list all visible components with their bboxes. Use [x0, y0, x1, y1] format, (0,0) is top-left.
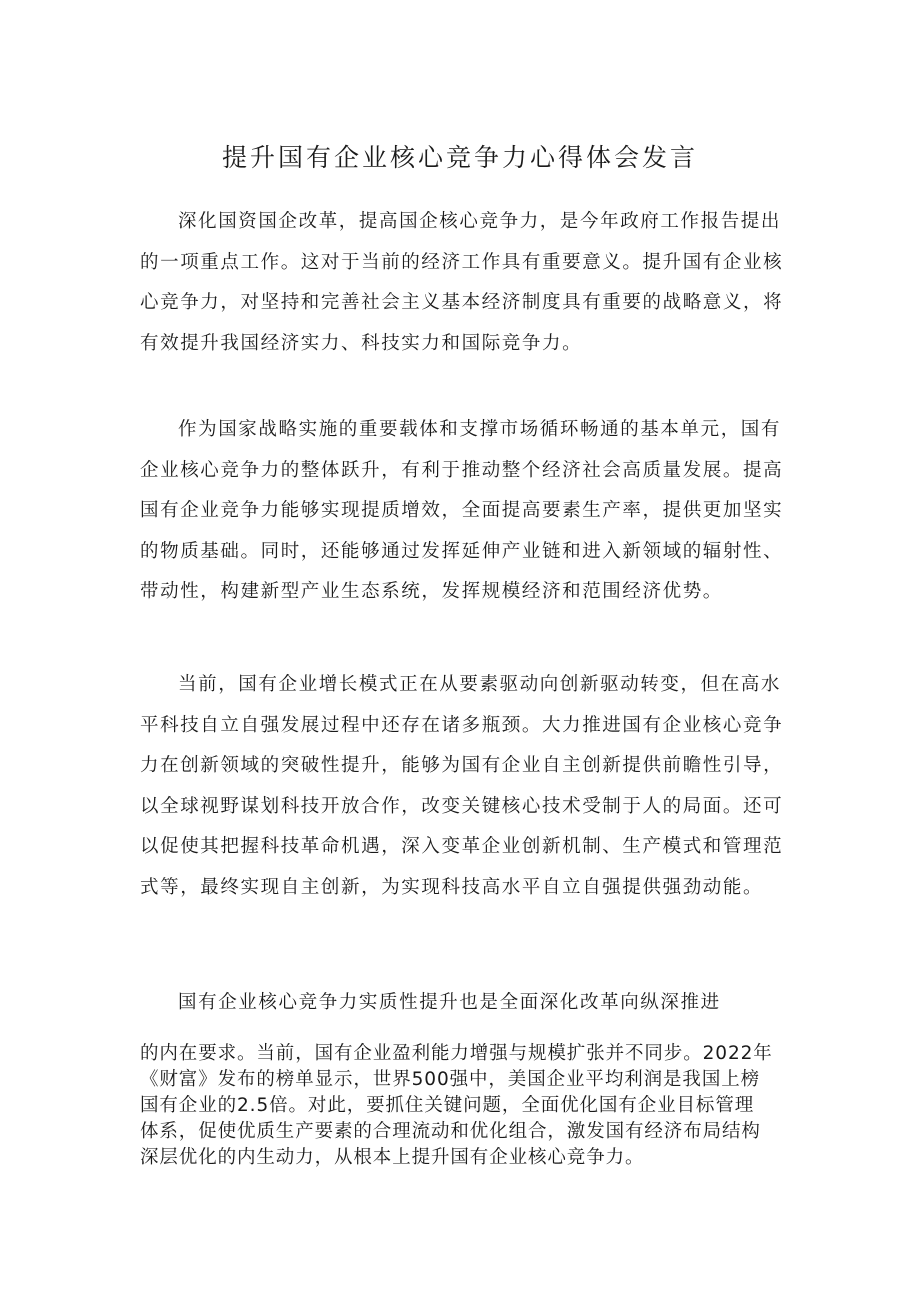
paragraph-3: [140, 668, 782, 911]
document-title: 提升国有企业核心竞争力心得体会发言: [221, 143, 698, 172]
paragraph-2: [140, 413, 782, 616]
paragraph-line: 国有企业竞争力能够实现提质增效，全面提高要素生产率，提供更加坚实: [140, 500, 784, 521]
paragraph-line: 有效提升我国经济实力、科技实力和国际竞争力。: [140, 332, 583, 354]
paragraph-line: 企业核心竞争力的整体跃升，有利于推动整个经济社会高质量发展。提高: [140, 459, 784, 481]
paragraph-line: 带动性，构建新型产业生态系统，发挥规模经济和范围经济优势。: [140, 581, 723, 602]
paragraph-line: 国有企业的2.5倍。对此，要抓住关键问题，全面优化国有企业目标管理: [140, 1095, 755, 1116]
paragraph-line: 的内在要求。当前，国有企业盈利能力增强与规模扩张并不同步。2022年: [140, 1043, 773, 1064]
paragraph-line: 当前，国有企业增长模式正在从要素驱动向创新驱动转变，但在高水: [178, 674, 782, 695]
paragraph-line: 的物质基础。同时，还能够通过发挥延伸产业链和进入新领域的辐射性、: [140, 540, 784, 562]
paragraph-1: [140, 205, 782, 367]
paragraph-4: [140, 986, 782, 1027]
paragraph-line: 的一项重点工作。这对于当前的经济工作具有重要意义。提升国有企业核: [140, 251, 784, 273]
paragraph-line: 力在创新领域的突破性提升，能够为国有企业自主创新提供前瞻性引导，: [140, 755, 784, 776]
paragraph-line: 作为国家战略实施的重要载体和支撑市场循环畅通的基本单元，国有: [178, 419, 782, 440]
paragraph-line: 深化国资国企改革，提高国企核心竞争力，是今年政府工作报告提出: [178, 211, 782, 232]
paragraph-line: 以促使其把握科技革命机遇，深入变革企业创新机制、生产模式和管理范: [140, 836, 784, 857]
paragraph-line: 平科技自立自强发展过程中还存在诸多瓶颈。大力推进国有企业核心竞争: [140, 714, 784, 736]
paragraph-line: 深层优化的内生动力，从根本上提升国有企业核心竞争力。: [140, 1147, 645, 1168]
paragraph-line: 心竞争力，对坚持和完善社会主义基本经济制度具有重要的战略意义，将: [140, 292, 784, 313]
paragraph-line: 以全球视野谋划科技开放合作，改变关键核心技术受制于人的局面。还可: [140, 795, 784, 817]
paragraph-line: 体系，促使优质生产要素的合理流动和优化组合，激发国有经济布局结构: [140, 1121, 761, 1142]
paragraph-line: 《财富》发布的榜单显示，世界500强中，美国企业平均利润是我国上榜: [140, 1069, 761, 1090]
paragraph-line: 国有企业核心竞争力实质性提升也是全面深化改革向纵深推进: [178, 992, 721, 1013]
paragraph-5: [140, 1041, 790, 1171]
paragraph-line: 式等，最终实现自主创新，为实现科技高水平自立自强提供强劲动能。: [140, 876, 764, 898]
